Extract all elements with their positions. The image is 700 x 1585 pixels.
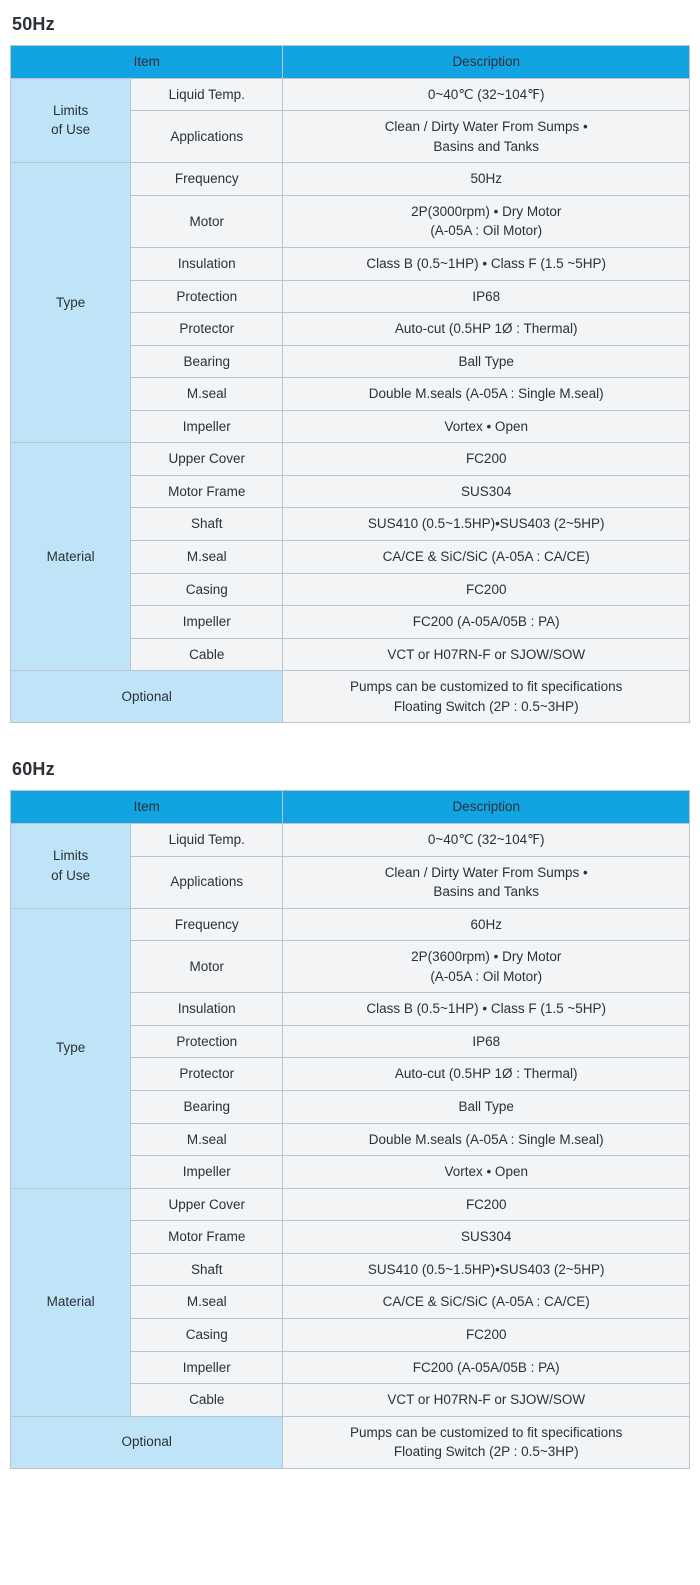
item-description: FC200	[283, 573, 690, 606]
item-label: Protector	[131, 1058, 283, 1091]
category-material: Material	[11, 1188, 131, 1416]
item-label: Applications	[131, 111, 283, 163]
item-label: Upper Cover	[131, 1188, 283, 1221]
item-label: Insulation	[131, 993, 283, 1026]
section-spacer	[10, 723, 690, 753]
item-label: M.seal	[131, 1123, 283, 1156]
item-label: Frequency	[131, 163, 283, 196]
item-description: 2P(3000rpm) • Dry Motor (A-05A : Oil Motor)	[283, 195, 690, 247]
item-label: Liquid Temp.	[131, 823, 283, 856]
table-row	[11, 908, 690, 941]
item-label: Motor	[131, 195, 283, 247]
item-description: CA/CE & SiC/SiC (A-05A : CA/CE)	[283, 541, 690, 574]
item-description: 0~40℃ (32~104℉)	[283, 823, 690, 856]
item-label: Protection	[131, 280, 283, 313]
item-description: 60Hz	[283, 908, 690, 941]
optional-description: Pumps can be customized to fit specifications Floating Switch (2P : 0.5~3HP)	[283, 671, 690, 723]
item-label: Impeller	[131, 606, 283, 639]
item-description: SUS304	[283, 475, 690, 508]
table-row	[11, 443, 690, 476]
spec-table-50hz	[10, 45, 690, 723]
item-description: Auto-cut (0.5HP 1Ø : Thermal)	[283, 1058, 690, 1091]
item-description: Double M.seals (A-05A : Single M.seal)	[283, 378, 690, 411]
item-description: Vortex • Open	[283, 1156, 690, 1189]
item-label: M.seal	[131, 541, 283, 574]
item-label: Cable	[131, 638, 283, 671]
item-label: Upper Cover	[131, 443, 283, 476]
item-label: Bearing	[131, 1091, 283, 1124]
table-header-row	[11, 46, 690, 79]
item-description: Ball Type	[283, 1091, 690, 1124]
category-optional: Optional	[11, 671, 283, 723]
spec-table-60hz	[10, 790, 690, 1468]
category-label-line1: Limits	[52, 848, 89, 864]
item-label: Liquid Temp.	[131, 78, 283, 111]
category-limits-of-use	[11, 823, 131, 908]
item-label: Motor	[131, 941, 283, 993]
column-header-item: Item	[11, 791, 283, 824]
table-header-row	[11, 791, 690, 824]
item-description: Auto-cut (0.5HP 1Ø : Thermal)	[283, 313, 690, 346]
item-description: Clean / Dirty Water From Sumps • Basins and Tanks	[283, 111, 690, 163]
item-label: Shaft	[131, 508, 283, 541]
category-material: Material	[11, 443, 131, 671]
category-type: Type	[11, 163, 131, 443]
item-label: Protection	[131, 1025, 283, 1058]
column-header-item: Item	[11, 46, 283, 79]
item-label: Cable	[131, 1384, 283, 1417]
category-optional: Optional	[11, 1416, 283, 1468]
item-label: M.seal	[131, 378, 283, 411]
item-label: Casing	[131, 573, 283, 606]
item-description: Ball Type	[283, 345, 690, 378]
item-description: CA/CE & SiC/SiC (A-05A : CA/CE)	[283, 1286, 690, 1319]
item-label: Bearing	[131, 345, 283, 378]
item-description: Double M.seals (A-05A : Single M.seal)	[283, 1123, 690, 1156]
section-title-60hz: 60Hz	[12, 759, 55, 780]
table-row-optional	[11, 1416, 690, 1468]
item-description: Class B (0.5~1HP) • Class F (1.5 ~5HP)	[283, 247, 690, 280]
category-label-line1: Limits	[52, 102, 89, 118]
item-description: Vortex • Open	[283, 410, 690, 443]
optional-description: Pumps can be customized to fit specifications Floating Switch (2P : 0.5~3HP)	[283, 1416, 690, 1468]
item-label: Motor Frame	[131, 1221, 283, 1254]
item-description: FC200 (A-05A/05B : PA)	[283, 1351, 690, 1384]
item-description: 2P(3600rpm) • Dry Motor (A-05A : Oil Motor)	[283, 941, 690, 993]
item-description: IP68	[283, 280, 690, 313]
item-description: IP68	[283, 1025, 690, 1058]
item-description: Clean / Dirty Water From Sumps • Basins and Tanks	[283, 856, 690, 908]
table-row	[11, 823, 690, 856]
item-label: Protector	[131, 313, 283, 346]
item-description: SUS304	[283, 1221, 690, 1254]
item-label: Casing	[131, 1318, 283, 1351]
item-description: FC200	[283, 443, 690, 476]
item-description: 50Hz	[283, 163, 690, 196]
table-row-optional	[11, 671, 690, 723]
item-label: Insulation	[131, 247, 283, 280]
item-label: Impeller	[131, 1156, 283, 1189]
category-label-line2: of Use	[51, 867, 91, 883]
item-description: SUS410 (0.5~1.5HP)•SUS403 (2~5HP)	[283, 508, 690, 541]
item-description: FC200 (A-05A/05B : PA)	[283, 606, 690, 639]
item-label: M.seal	[131, 1286, 283, 1319]
item-description: 0~40℃ (32~104℉)	[283, 78, 690, 111]
table-row	[11, 78, 690, 111]
category-label-line2: of Use	[51, 122, 91, 138]
item-label: Shaft	[131, 1253, 283, 1286]
item-description: VCT or H07RN-F or SJOW/SOW	[283, 1384, 690, 1417]
item-label: Motor Frame	[131, 475, 283, 508]
section-title-50hz: 50Hz	[12, 14, 55, 34]
table-row	[11, 163, 690, 196]
column-header-description: Description	[283, 791, 690, 824]
item-description: VCT or H07RN-F or SJOW/SOW	[283, 638, 690, 671]
item-description: FC200	[283, 1188, 690, 1221]
item-description: FC200	[283, 1318, 690, 1351]
item-description: Class B (0.5~1HP) • Class F (1.5 ~5HP)	[283, 993, 690, 1026]
item-description: SUS410 (0.5~1.5HP)•SUS403 (2~5HP)	[283, 1253, 690, 1286]
item-label: Impeller	[131, 1351, 283, 1384]
table-row	[11, 1188, 690, 1221]
category-type: Type	[11, 908, 131, 1188]
item-label: Frequency	[131, 908, 283, 941]
item-label: Impeller	[131, 410, 283, 443]
column-header-description: Description	[283, 46, 690, 79]
item-label: Applications	[131, 856, 283, 908]
category-limits-of-use	[11, 78, 131, 163]
